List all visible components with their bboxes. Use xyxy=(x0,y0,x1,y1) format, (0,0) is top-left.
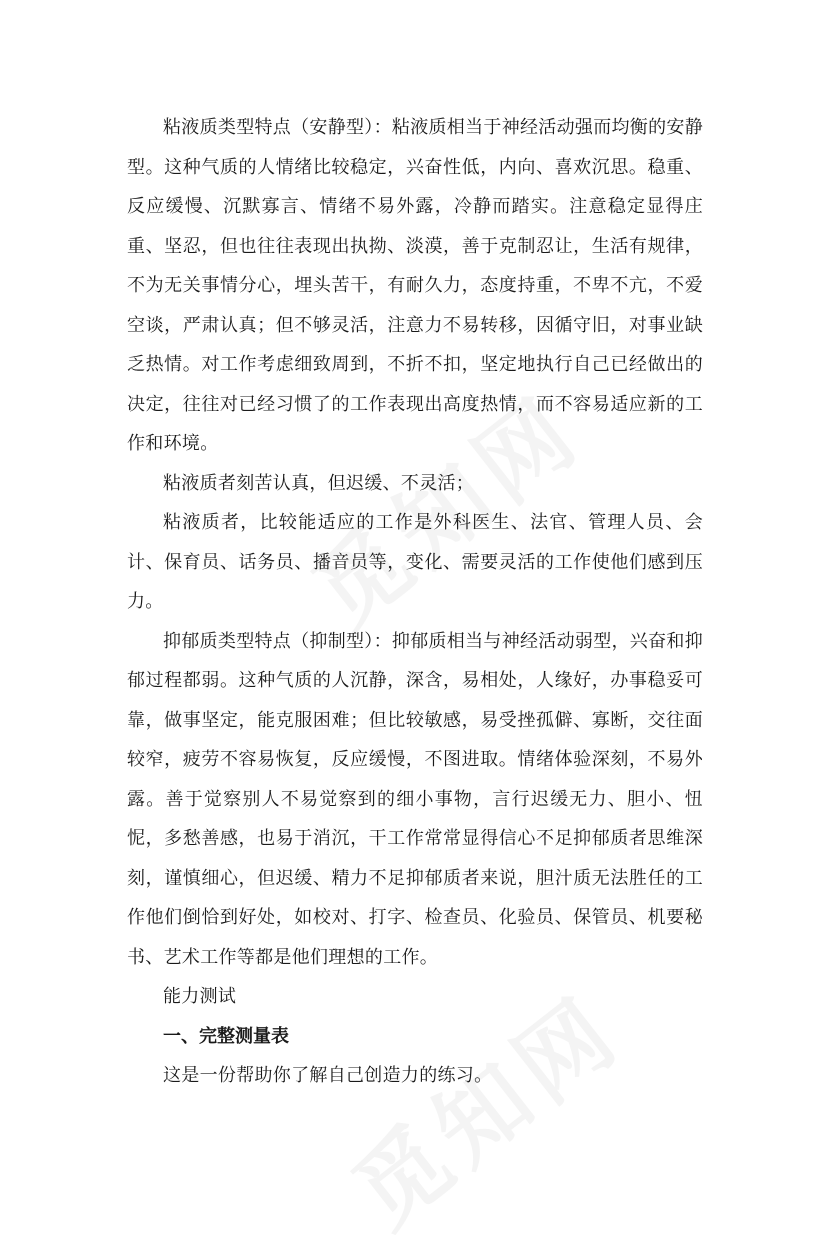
section-heading: 一、完整测量表 xyxy=(163,1025,289,1047)
paragraph-phlegmatic-traits: 粘液质类型特点（安静型）：粘液质相当于神经活动强而均衡的安静型。这种气质的人情绪比较稳定，兴奋性低，内向、喜欢沉思。稳重、反应缓慢、沉默寡言、情绪不易外露，冷静而踏实。注意稳定显得庄重、坚忍，但也往往表现出执拗、淡漠，善于克制忍让，生活有规律，不为无关事情分心，埋头苦干，有耐久力，态度持重，不卑不亢，不爱空谈，严肃认真；但不够灵活，注意力不易转移，因循守旧，对事业缺乏热情。对工作考虑细致周到，不折不扣，坚定地执行自己已经做出的决定，往往对已经习惯了的工作表现出高度热情，而不容易适应新的工作和环境。 xyxy=(127,117,703,454)
paragraph-melancholic-traits: 抑郁质类型特点（抑制型）：抑郁质相当与神经活动弱型，兴奋和抑郁过程都弱。这种气质的人沉静，深含，易相处，人缘好，办事稳妥可靠，做事坚定，能克服困难；但比较敏感，易受挫孤僻、寡断，交往面较窄，疲劳不容易恢复，反应缓慢，不图进取。情绪体验深刻，不易外露。善于觉察别人不易觉察到的细小事物，言行迟缓无力、胆小、忸怩，多愁善感，也易于消沉，干工作常常显得信心不足抑郁质者思维深刻，谨慎细心，但迟缓、精力不足抑郁质者来说，胆汁质无法胜任的工作他们倒恰到好处，如校对、打字、检查员、化验员、保管员、机要秘书、艺术工作等都是他们理想的工作。 xyxy=(127,630,703,968)
paragraph-phlegmatic-summary: 粘液质者刻苦认真，但迟缓、不灵活； xyxy=(163,472,475,494)
paragraph-phlegmatic-jobs: 粘液质者，比较能适应的工作是外科医生、法官、管理人员、会计、保育员、话务员、播音员等，变化、需要灵活的工作使他们感到压力。 xyxy=(127,512,703,612)
paragraph-ability-test: 能力测试 xyxy=(163,986,237,1007)
document-body xyxy=(127,108,703,1096)
paragraph-closing: 这是一份帮助你了解自己创造力的练习。 xyxy=(163,1065,493,1086)
